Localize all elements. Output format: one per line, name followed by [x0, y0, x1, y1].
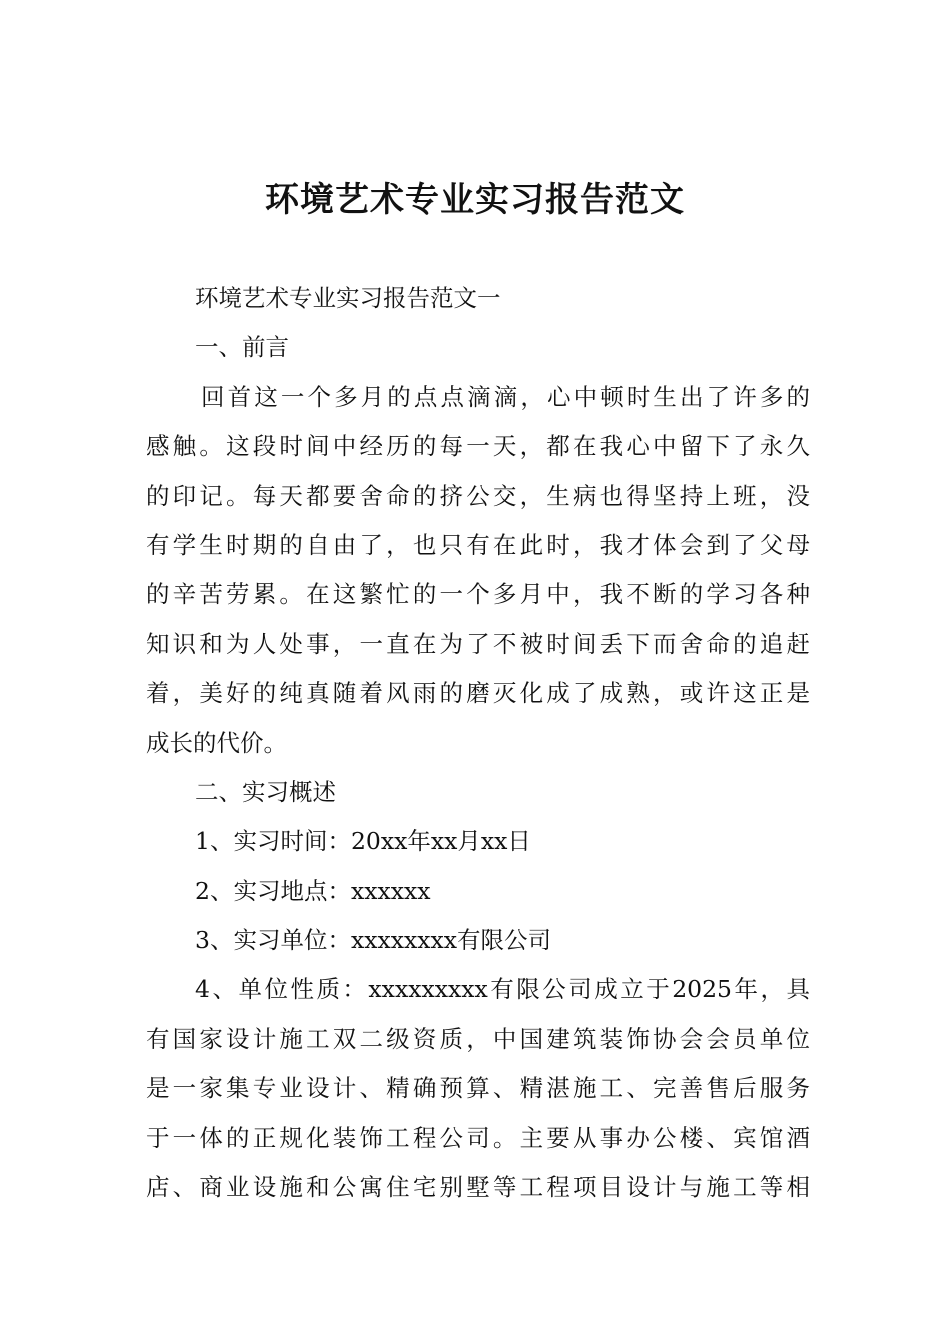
list-item-time: 1、实习时间：20xx年xx月xx日 — [195, 827, 531, 856]
paragraph-line: 店、商业设施和公寓住宅别墅等工程项目设计与施工等相 — [146, 1173, 810, 1202]
document-body — [146, 274, 810, 1212]
paragraph-line: 的辛苦劳累。在这繁忙的一个多月中，我不断的学习各种 — [146, 580, 810, 609]
paragraph-line: 4、单位性质：xxxxxxxxx有限公司成立于2025年，具 — [195, 975, 810, 1004]
section-heading-overview: 二、实习概述 — [195, 777, 336, 806]
paragraph-line: 成长的代价。 — [146, 728, 287, 757]
section-heading-preface: 一、前言 — [195, 333, 289, 362]
paragraph-line: 知识和为人处事，一直在为了不被时间丢下而舍命的追赶 — [146, 629, 810, 658]
paragraph-line: 感触。这段时间中经历的每一天，都在我心中留下了永久 — [146, 432, 810, 461]
paragraph-line: 于一体的正规化装饰工程公司。主要从事办公楼、宾馆酒 — [146, 1123, 810, 1152]
paragraph-line: 回首这一个多月的点点滴滴，心中顿时生出了许多的 — [201, 382, 810, 411]
paragraph-line: 的印记。每天都要舍命的挤公交，生病也得坚持上班，没 — [146, 481, 810, 510]
document-title: 环境艺术专业实习报告范文 — [265, 180, 685, 220]
paragraph-line: 有学生时期的自由了，也只有在此时，我才体会到了父母 — [146, 530, 810, 559]
paragraph-line: 是一家集专业设计、精确预算、精湛施工、完善售后服务 — [146, 1074, 810, 1103]
subtitle: 环境艺术专业实习报告范文一 — [195, 284, 501, 312]
paragraph-line: 着，美好的纯真随着风雨的磨灭化成了成熟，或许这正是 — [146, 679, 810, 708]
list-item-company: 3、实习单位：xxxxxxxx有限公司 — [195, 926, 551, 955]
list-item-location: 2、实习地点：xxxxxx — [195, 876, 431, 905]
paragraph-line: 有国家设计施工双二级资质，中国建筑装饰协会会员单位 — [146, 1024, 810, 1053]
